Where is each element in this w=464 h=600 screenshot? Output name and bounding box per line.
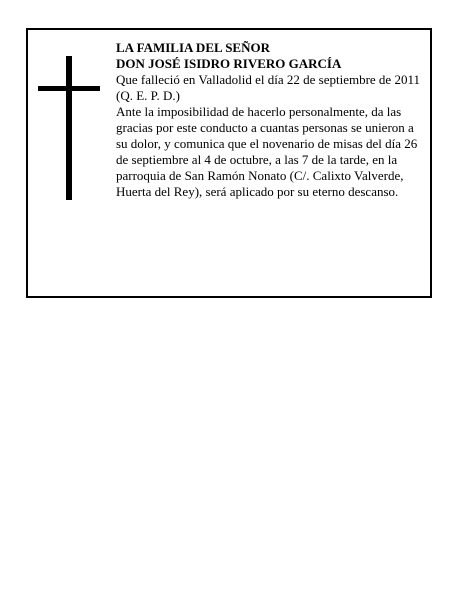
- notice-text: [116, 40, 422, 200]
- cross-icon: [38, 56, 100, 200]
- obituary-notice: [26, 28, 432, 298]
- cross-horizontal-bar: [38, 86, 100, 91]
- acknowledgement-body: Ante la imposibilidad de hacerlo personalmente, da las gracias por este conducto a cuantas personas se unieron a su dolor, y comunica que el novenario de misas del día 26 de septiembre al 4 de octubre, a las 7 de la tarde, en la parroquia de San Ramón Nonato (C/. Calixto Valverde, Huerta del Rey), será aplicado por su eterno descanso.: [116, 104, 418, 199]
- cross-vertical-bar: [66, 56, 72, 200]
- death-statement: Que falleció en Valladolid el día 22 de septiembre de 2011: [116, 72, 420, 87]
- rip-abbreviation: (Q. E. P. D.): [116, 88, 180, 103]
- heading-deceased-name: DON JOSÉ ISIDRO RIVERO GARCÍA: [116, 56, 342, 71]
- heading-family: LA FAMILIA DEL SEÑOR: [116, 40, 270, 55]
